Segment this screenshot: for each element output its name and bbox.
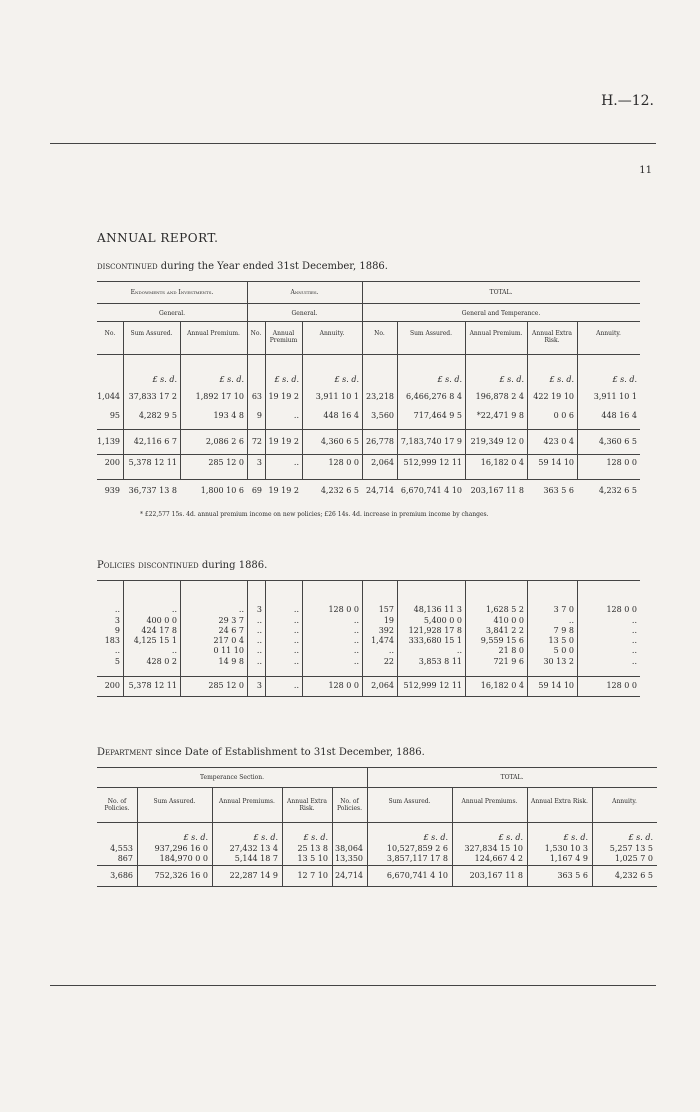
total-cell: 128 0 0 — [606, 681, 637, 690]
table-cell: 400 0 0 — [146, 616, 177, 625]
header-rule — [50, 143, 656, 144]
table-cell: 14 9 8 — [218, 657, 244, 666]
currency-label: £ s. d. — [628, 833, 653, 842]
subtitle-smallcaps: discontinued — [97, 261, 158, 272]
table-cell: .. — [353, 657, 359, 666]
table-cell: 327,834 15 10 — [464, 844, 523, 853]
group-temperance: Temperance Section. — [199, 774, 265, 781]
table-cell: 95 — [109, 411, 120, 420]
column-rule — [362, 580, 363, 696]
table-cell: .. — [256, 636, 262, 645]
table-cell: 19 19 2 — [268, 486, 299, 495]
table-cell: 29 3 7 — [218, 616, 244, 625]
column-header: Annuity. — [319, 330, 345, 337]
currency-label: £ s. d. — [499, 375, 524, 384]
group-rule — [362, 281, 363, 321]
rule — [97, 822, 657, 823]
table-cell: .. — [256, 657, 262, 666]
table-cell: 1,892 17 10 — [195, 392, 244, 401]
table-cell: 1,044 — [97, 392, 120, 401]
table-cell: 0 11 10 — [213, 646, 244, 655]
table-cell: 184,970 0 0 — [159, 854, 208, 863]
section1-subtitle — [97, 261, 388, 272]
table-cell: 128 0 0 — [606, 458, 637, 467]
table-cell: .. — [631, 616, 637, 625]
table-cell: 48,136 11 3 — [413, 605, 462, 614]
column-header: Annual Premiums. — [219, 798, 275, 805]
rule — [97, 479, 640, 480]
currency-label: £ s. d. — [423, 833, 448, 842]
total-cell: 16,182 0 4 — [480, 681, 524, 690]
currency-label: £ s. d. — [612, 375, 637, 384]
column-header: Sum Assured. — [409, 330, 453, 337]
column-rule — [465, 580, 466, 696]
table-cell: 13 5 0 — [548, 636, 574, 645]
currency-label: £ s. d. — [183, 833, 208, 842]
rule — [97, 767, 657, 768]
table-cell: 24 6 7 — [218, 626, 244, 635]
table-cell: 3 — [256, 458, 262, 467]
table-cell: 16,182 0 4 — [480, 458, 524, 467]
column-header: Annual Premium. — [187, 330, 240, 337]
table-cell: 27,432 13 4 — [229, 844, 278, 853]
table-cell: 1,139 — [97, 437, 120, 446]
table-cell: 3,841 2 2 — [485, 626, 524, 635]
table-cell: 424 17 8 — [141, 626, 177, 635]
currency-label: £ s. d. — [219, 375, 244, 384]
table-cell: .. — [631, 646, 637, 655]
group-rule — [367, 767, 368, 787]
department-table — [97, 767, 657, 892]
table-cell: .. — [293, 411, 299, 420]
table-cell: 157 — [378, 605, 394, 614]
table-cell: 19 — [383, 616, 394, 625]
rule — [97, 429, 640, 430]
table-cell: 128 0 0 — [328, 605, 359, 614]
total-cell: 3 — [256, 681, 262, 690]
currency-label: £ s. d. — [253, 833, 278, 842]
table-cell: 5 0 0 — [553, 646, 574, 655]
table-cell: *22,471 9 8 — [476, 411, 524, 420]
rule — [97, 886, 657, 887]
section1-title: ANNUAL REPORT. — [97, 231, 219, 245]
table-cell: 196,878 2 4 — [475, 392, 524, 401]
column-header: Annual Premium. — [469, 330, 523, 337]
column-header: Annuity. — [596, 330, 621, 337]
table-cell: 13 5 10 — [297, 854, 328, 863]
table-cell: 37,833 17 2 — [128, 392, 177, 401]
page-number: 11 — [639, 165, 652, 176]
total-cell: 6,670,741 4 10 — [386, 871, 448, 880]
table-cell: 937,296 16 0 — [154, 844, 208, 853]
table-cell: 333,680 15 1 — [408, 636, 462, 645]
column-header: Sum Assured. — [388, 798, 431, 805]
rule — [97, 321, 640, 322]
table-cell: 867 — [117, 854, 133, 863]
table-cell: 3 — [114, 616, 120, 625]
table-cell: 363 5 6 — [543, 486, 574, 495]
total-cell: .. — [293, 681, 299, 690]
subgroup-general-temperance: General and Temperance. — [461, 310, 541, 317]
table-cell: 1,530 10 3 — [544, 844, 588, 853]
table-cell: 428 0 2 — [146, 657, 177, 666]
table-cell: 1,800 10 6 — [200, 486, 244, 495]
table-cell: 10,527,859 2 6 — [386, 844, 448, 853]
table-cell: 2,086 2 6 — [205, 437, 244, 446]
table-cell: 6,466,276 8 4 — [406, 392, 462, 401]
table-cell: 3,560 — [371, 411, 394, 420]
table-cell: 1,628 5 2 — [485, 605, 524, 614]
table-cell: 5,144 18 7 — [234, 854, 278, 863]
currency-label: £ s. d. — [152, 375, 177, 384]
table-cell: 23,218 — [366, 392, 394, 401]
total-cell: 752,326 16 0 — [154, 871, 208, 880]
table-cell: 422 19 10 — [533, 392, 574, 401]
table-cell: 121,928 17 8 — [408, 626, 462, 635]
total-cell: 24,714 — [335, 871, 363, 880]
title-smallcaps: Policies discontinued — [97, 560, 199, 571]
rule — [97, 454, 640, 455]
table-cell: 9 — [114, 626, 120, 635]
group-total: TOTAL. — [489, 289, 513, 296]
table-cell: 6,670,741 4 10 — [400, 486, 462, 495]
table-cell: .. — [353, 646, 359, 655]
table-cell: 59 14 10 — [538, 458, 574, 467]
group-total: TOTAL. — [500, 774, 524, 781]
footnote: * £22,577 15s. 4d. annual premium income on new policies; £26 14s. 4d. increase in premium income by changes. — [140, 511, 489, 518]
table-cell: .. — [353, 636, 359, 645]
table-cell: 5,257 13 5 — [609, 844, 653, 853]
currency-label: £ s. d. — [334, 375, 359, 384]
column-header: Annual Premium — [269, 330, 298, 344]
table-cell: 410 0 0 — [493, 616, 524, 625]
section3-title — [97, 747, 425, 758]
table-cell: .. — [293, 605, 299, 614]
total-cell: 59 14 10 — [538, 681, 574, 690]
currency-label: £ s. d. — [563, 833, 588, 842]
table-cell: 19 19 2 — [268, 437, 299, 446]
table-cell: 124,667 4 2 — [474, 854, 523, 863]
total-cell: 2,064 — [371, 681, 394, 690]
table-cell: 4,232 6 5 — [320, 486, 359, 495]
table-cell: .. — [631, 626, 637, 635]
table-cell: 24,714 — [366, 486, 394, 495]
table-cell: 4,282 9 5 — [138, 411, 177, 420]
total-cell: 363 5 6 — [557, 871, 588, 880]
rule — [97, 580, 640, 581]
column-rule — [123, 580, 124, 696]
table-cell: 7 9 8 — [553, 626, 574, 635]
table-cell: 3,911 10 1 — [315, 392, 359, 401]
table-cell: 25 13 8 — [297, 844, 328, 853]
table-cell: .. — [256, 646, 262, 655]
discontinued-table — [97, 281, 640, 501]
total-cell: 5,378 12 11 — [128, 681, 177, 690]
table-cell: 183 — [104, 636, 120, 645]
table-cell: .. — [171, 605, 177, 614]
table-cell: .. — [388, 646, 394, 655]
table-cell: 63 — [251, 392, 262, 401]
column-header: Annual Extra Risk. — [531, 798, 588, 805]
column-rule — [302, 580, 303, 696]
total-cell: 22,287 14 9 — [229, 871, 278, 880]
table-cell: 21 8 0 — [498, 646, 524, 655]
table-cell: 3 7 0 — [553, 605, 574, 614]
table-cell: 69 — [251, 486, 262, 495]
table-cell: 9,559 15 6 — [480, 636, 524, 645]
table-cell: 717,464 9 5 — [413, 411, 462, 420]
subtitle-rest: during the Year ended 31st December, 1886. — [160, 261, 388, 272]
table-cell: 285 12 0 — [208, 458, 244, 467]
table-cell: 4,125 15 1 — [133, 636, 177, 645]
table-cell: 193 4 8 — [213, 411, 244, 420]
column-rule — [265, 580, 266, 696]
column-header: Annual Premiums. — [461, 798, 518, 805]
group-endowments: Endowments and Investments. — [130, 289, 214, 296]
footer-rule — [50, 985, 656, 986]
table-cell: 3,911 10 1 — [593, 392, 637, 401]
table-cell: .. — [293, 458, 299, 467]
table-cell: 42,116 6 7 — [133, 437, 177, 446]
column-rule — [397, 580, 398, 696]
rule — [97, 787, 657, 788]
rule — [97, 865, 657, 866]
table-cell: 721 9 6 — [493, 657, 524, 666]
column-header: Annual Extra Risk. — [532, 330, 572, 344]
table-cell: 3,857,117 17 8 — [386, 854, 448, 863]
group-rule — [247, 281, 248, 321]
total-cell: 12 7 10 — [297, 871, 328, 880]
table-cell: 939 — [104, 486, 120, 495]
table-cell: 128 0 0 — [606, 605, 637, 614]
rule — [97, 281, 640, 282]
column-header: No. — [104, 330, 116, 337]
column-rule — [180, 580, 181, 696]
table-cell: 1,474 — [371, 636, 394, 645]
table-cell: 219,349 12 0 — [470, 437, 524, 446]
currency-label: £ s. d. — [549, 375, 574, 384]
table-cell: 1,167 4 9 — [549, 854, 588, 863]
total-cell: 203,167 11 8 — [469, 871, 523, 880]
table-cell: 9 — [256, 411, 262, 420]
table-cell: .. — [256, 616, 262, 625]
table-cell: 5,400 0 0 — [423, 616, 462, 625]
table-cell: 19 19 2 — [268, 392, 299, 401]
table-cell: 423 0 4 — [543, 437, 574, 446]
table-cell: 0 0 6 — [553, 411, 574, 420]
table-cell: 3 — [256, 605, 262, 614]
column-rule — [577, 580, 578, 696]
table-cell: .. — [293, 616, 299, 625]
table-cell: .. — [293, 657, 299, 666]
currency-label: £ s. d. — [274, 375, 299, 384]
policies-discontinued-table — [97, 580, 640, 700]
table-cell: 5,378 12 11 — [128, 458, 177, 467]
column-header: No. — [374, 330, 385, 337]
table-cell: 4,360 6 5 — [320, 437, 359, 446]
table-cell: .. — [256, 626, 262, 635]
section2-title — [97, 560, 267, 571]
currency-label: £ s. d. — [498, 833, 523, 842]
table-cell: 7,183,740 17 9 — [400, 437, 462, 446]
table-cell: 4,360 6 5 — [598, 437, 637, 446]
total-cell: 512,999 12 11 — [403, 681, 462, 690]
table-cell: .. — [293, 626, 299, 635]
table-cell: 217 0 4 — [213, 636, 244, 645]
total-cell: 200 — [104, 681, 120, 690]
table-cell: 38,064 — [335, 844, 363, 853]
currency-label: £ s. d. — [437, 375, 462, 384]
total-cell: 3,686 — [110, 871, 133, 880]
total-cell: 4,232 6 5 — [614, 871, 653, 880]
title-smallcaps: Department — [97, 747, 153, 758]
table-cell: 26,778 — [366, 437, 394, 446]
column-header: No. — [250, 330, 262, 337]
rule — [97, 303, 640, 304]
title-rest: since Date of Establishment to 31st December, 1886. — [155, 747, 425, 758]
rule — [97, 676, 640, 677]
table-cell: .. — [293, 636, 299, 645]
table-cell: 72 — [251, 437, 262, 446]
table-cell: 4,232 6 5 — [598, 486, 637, 495]
table-cell: .. — [171, 646, 177, 655]
column-header: No. of Policies. — [336, 798, 363, 812]
subgroup-general: General. — [158, 310, 186, 317]
table-cell: .. — [353, 616, 359, 625]
column-header: Sum Assured. — [153, 798, 196, 805]
table-cell: .. — [293, 646, 299, 655]
table-cell: 3,853 8 11 — [418, 657, 462, 666]
table-cell: 512,999 12 11 — [403, 458, 462, 467]
table-cell: .. — [114, 646, 120, 655]
table-cell: 448 16 4 — [323, 411, 359, 420]
column-header: Annuity. — [612, 798, 637, 805]
title-rest: during 1886. — [201, 560, 268, 571]
rule — [97, 696, 640, 697]
group-annuities: Annuities. — [290, 289, 319, 296]
column-header: Sum Assured. — [130, 330, 173, 337]
table-cell: .. — [238, 605, 244, 614]
table-cell: .. — [353, 626, 359, 635]
table-cell: 128 0 0 — [328, 458, 359, 467]
table-cell: 30 13 2 — [543, 657, 574, 666]
table-cell: 392 — [378, 626, 394, 635]
total-cell: 128 0 0 — [328, 681, 359, 690]
column-rule — [247, 580, 248, 696]
currency-label: £ s. d. — [303, 833, 328, 842]
table-cell: 4,553 — [110, 844, 133, 853]
table-cell: 13,350 — [335, 854, 363, 863]
table-cell: .. — [456, 646, 462, 655]
table-cell: 203,167 11 8 — [470, 486, 524, 495]
total-cell: 285 12 0 — [208, 681, 244, 690]
table-cell: 36,737 13 8 — [128, 486, 177, 495]
table-cell: 2,064 — [371, 458, 394, 467]
table-cell: 200 — [104, 458, 120, 467]
table-cell: .. — [631, 636, 637, 645]
subgroup-general: General. — [291, 310, 318, 317]
table-cell: .. — [631, 657, 637, 666]
column-header: Annual Extra Risk. — [287, 798, 327, 812]
table-cell: .. — [568, 616, 574, 625]
rule — [97, 354, 640, 355]
table-cell: 22 — [383, 657, 394, 666]
table-cell: 5 — [114, 657, 120, 666]
table-cell: 1,025 7 0 — [614, 854, 653, 863]
table-cell: .. — [114, 605, 120, 614]
column-rule — [527, 580, 528, 696]
column-header: No. of Policies. — [104, 798, 130, 812]
table-cell: 448 16 4 — [601, 411, 637, 420]
header-ref: H.—12. — [601, 93, 654, 109]
